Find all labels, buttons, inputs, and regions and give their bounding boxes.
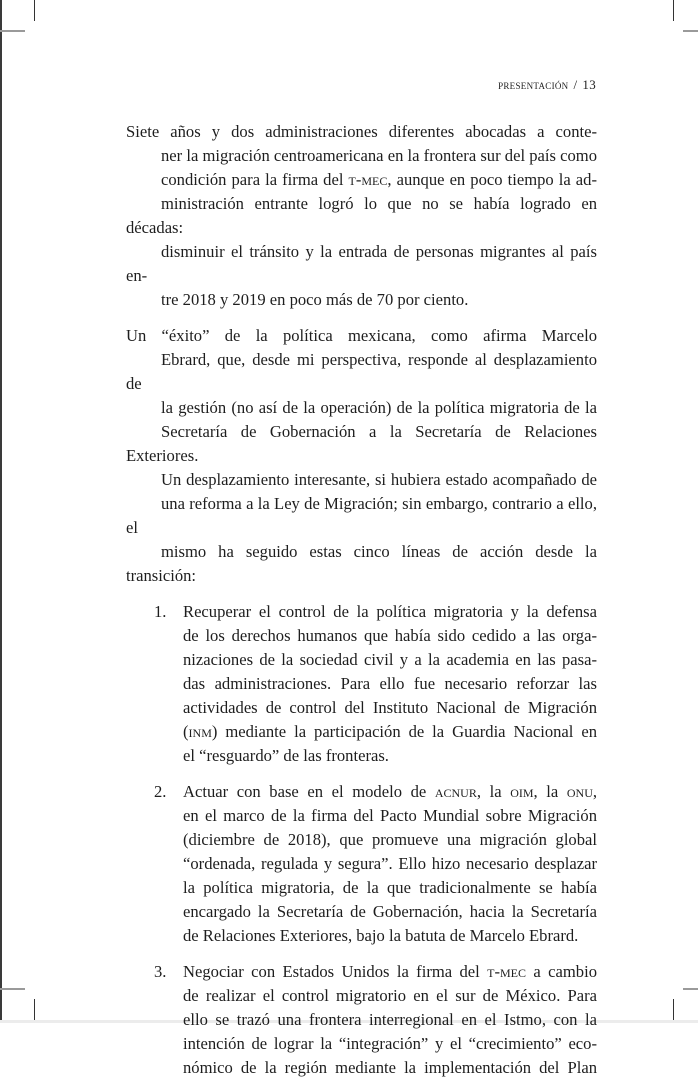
text-line: condición para la firma del t-mec, aunque en poco tiempo la ad-	[161, 170, 597, 189]
crop-mark-top-right	[673, 0, 674, 21]
crop-mark-left-bottom	[0, 988, 25, 990]
list-number: 3.	[154, 962, 167, 981]
list-number: 1.	[154, 602, 167, 621]
text-line: la gestión (no así de la operación) de la política migratoria de la	[161, 398, 597, 417]
text-line: Actuar con base en el modelo de acnur, la oim, la onu,	[183, 782, 598, 801]
list-item	[126, 600, 597, 768]
text-line: tre 2018 y 2019 en poco más de 70 por ciento.	[161, 290, 469, 309]
text-line: nómico de la región mediante la implementación del Plan	[183, 1058, 597, 1077]
text-line: (inm) mediante la participación de la Guardia Nacional en	[183, 722, 597, 741]
acronym: t-mec	[348, 170, 388, 189]
text-line: de realizar el control migratorio en el sur de México. Para	[183, 986, 597, 1005]
text-line: Un “éxito” de la política mexicana, como afirma Marcelo	[126, 326, 597, 345]
running-head	[498, 77, 596, 93]
text-line: el “resguardo” de las fronteras.	[183, 746, 389, 765]
crop-mark-right-top	[683, 30, 698, 32]
text-line: actividades de control del Instituto Nacional de Migración	[183, 698, 597, 717]
text-line: Recuperar el control de la política migratoria y la defensa	[183, 602, 597, 621]
text-line: ministración entrante logró lo que no se había logrado en décadas:	[126, 194, 597, 237]
list-item	[126, 960, 597, 1080]
crop-mark-top-left	[34, 0, 35, 21]
text-line: encargado la Secretaría de Gobernación, hacia la Secretaría	[183, 902, 597, 921]
text-line: disminuir el tránsito y la entrada de personas migrantes al país en-	[126, 242, 597, 285]
text-line: intención de lograr la “integración” y el “crecimiento” eco-	[183, 1034, 597, 1053]
paragraph	[126, 324, 597, 588]
acronym: t-mec	[487, 962, 527, 981]
page-number: 13	[582, 77, 596, 92]
crop-mark-right-bottom	[683, 988, 698, 990]
list-item	[126, 780, 597, 948]
text-line: Ebrard, que, desde mi perspectiva, responde al desplazamiento de	[126, 350, 597, 393]
text-line: de Relaciones Exteriores, bajo la batuta de Marcelo Ebrard.	[183, 926, 579, 945]
action-lines-list	[126, 600, 597, 1080]
text-line: mismo ha seguido estas cinco líneas de acción desde la transición:	[126, 542, 597, 585]
text-line: Siete años y dos administraciones diferentes abocadas a conte-	[126, 122, 597, 141]
running-head-separator: /	[573, 77, 578, 92]
text-line: nizaciones de la sociedad civil y a la academia en las pasa-	[183, 650, 597, 669]
text-line: la política migratoria, de la que tradicionalmente se había	[183, 878, 597, 897]
text-line: de los derechos humanos que había sido cedido a las orga-	[183, 626, 597, 645]
text-line: (diciembre de 2018), que promueve una migración global	[183, 830, 597, 849]
text-line: “ordenada, regulada y segura”. Ello hizo necesario desplazar	[183, 854, 597, 873]
crop-mark-left-top	[0, 30, 25, 32]
page-edge	[0, 0, 2, 1023]
acronym: onu	[566, 782, 593, 801]
text-line: una reforma a la Ley de Migración; sin embargo, contrario a ello, el	[126, 494, 597, 537]
acronym: oim	[510, 782, 534, 801]
text-line: das administraciones. Para ello fue necesario reforzar las	[183, 674, 597, 693]
text-line: Un desplazamiento interesante, si hubiera estado acompañado de	[161, 470, 597, 489]
text-line: ner la migración centroamericana en la frontera sur del país como	[161, 146, 597, 165]
acronym: acnur	[434, 782, 477, 801]
text-line: Secretaría de Gobernación a la Secretaría de Relaciones Exteriores.	[126, 422, 597, 465]
text-line: Negociar con Estados Unidos la firma del t-mec a cambio	[183, 962, 597, 981]
body-text	[126, 120, 597, 1092]
list-number: 2.	[154, 782, 167, 801]
text-line: en el marco de la firma del Pacto Mundial sobre Migración	[183, 806, 597, 825]
running-head-title: presentación	[498, 77, 569, 92]
acronym: inm	[188, 722, 212, 741]
paragraph	[126, 120, 597, 312]
text-line: ello se trazó una frontera interregional en el Istmo, con la	[183, 1010, 597, 1029]
